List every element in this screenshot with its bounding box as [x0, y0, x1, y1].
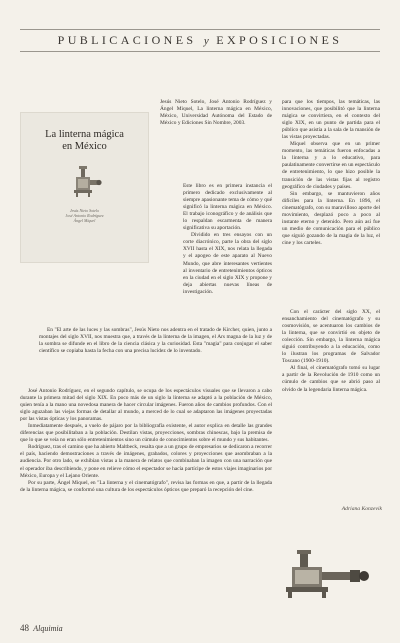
review-paragraph-4: José Antonio Rodríguez, en el segundo capítulo, se ocupa de los espectáculos visuales que se llevaron a cabo durante la primera mitad del siglo XIX. En poco más de un siglo la linterna se adaptó a la población de México, quien tenía a la mano una novedosa manera de hacer circular imágenes. Fueron años de cambios profundos. Con el siglo aguzaban las viejas formas de detallar al mundo, a merced de lo cual se adaptaron las imágenes proyectadas por las vistas ópticas y los panoramas. — [20, 388, 272, 423]
book-cover-title — [21, 129, 148, 153]
cover-author-3: Ángel Miquel — [73, 218, 96, 223]
review-wide-block-1 — [39, 327, 272, 355]
review-paragraph-10: Sin embargo, se mantuvieron años difíciles para la linterna. En 1896, el cinematógrafo, con su maravilloso aporte del movimiento, desplazó poco a poco al instante eterno y detenido. Pero aún así fue un medio de comunicación para el público que siguió gozando de la magia de la luz, el cine y los carteles. — [282, 190, 380, 246]
header-connector: y — [203, 35, 209, 47]
section-header — [20, 32, 380, 48]
book-title-line1: La linterna mágica — [45, 129, 124, 140]
review-paragraph-3: En "El arte de las luces y las sombras", Jesús Nieto nos adentra en el tratado de Kircher, quien, junto a montajes del siglo XVII, nos muestra que, a través de la linterna de la imagen, el Ars magna de la luz y de la sombra se difunde en el libro de la ciencia clásica y la curiosidad. Esta "magia" para conjugar el saber científico se copiaba hasta la fecha con una precisa lucidez de lo inventado. — [39, 327, 272, 355]
page-folio — [20, 623, 63, 633]
header-exposiciones: EXPOSICIONES — [216, 33, 343, 47]
cover-author-2: José Antonio Rodríguez — [65, 213, 104, 218]
review-column-right-lower — [282, 309, 380, 394]
magazine-name: Alquimia — [33, 624, 63, 633]
review-paragraph-9: Miquel observa que en un primer momento, las temáticas fueron enfocadas a la linterna y a lo educativo, para paulatinamente convertirse en un espectáculo de entretenimiento, lo que hizo posible la transición de las vistas fijas al registro geográfico de ciudades y países. — [282, 141, 380, 190]
book-cover — [21, 113, 148, 262]
review-paragraph-7: Por su parte, Ángel Miquel, en "La linterna y el cinematógrafo", revisa las formas en que, a partir de la llegada de la linterna mágica, se conformó una cultura de los espectáculos ópticos que preparó la recepción del cine. — [20, 479, 272, 493]
cover-author-1: Jesús Nieto Sotelo — [69, 208, 100, 213]
review-paragraph-2: Dividido en tres ensayos con un corte diacrónico, parte la obra del siglo XVII hasta el XIX, nos relata la llegada y el apogeo de este aparato al Nuevo Mundo, que abre interesantes vertientes al inventario de entretenimientos ópticos en la ciudad en el siglo XIX y propone y deja abiertas nuevas líneas de investigación. — [183, 232, 272, 295]
review-paragraph-12: Al final, el cinematógrafo tomó su lugar a partir de la Revolución de 1910 como un cúmulo de cambios que se abrió paso al olvido de la legendaria linterna mágica. — [282, 365, 380, 393]
review-paragraph-5: Inmediatamente después, a vuelo de pájaro por la bibliografía existente, el autor explica en detalle las grandes diferencias que posibilitaban a la población. Destilan vistas, proyecciones, sombras chinescas, bajo la premisa de que lo que se veía no eran sólo entretenimientos sino un cúmulo de conocimientos sobre el mundo y sus habitantes. — [20, 423, 272, 444]
magic-lantern-photo — [272, 545, 382, 600]
review-paragraph-1: Este libro es en primera instancia el primero dedicado exclusivamente al siempre apasionante tema de cómo y qué significó la linterna mágica en México. El trabajo iconográfico y de análisis que lo respaldan escarmenta de manera significativa su aportación. — [183, 183, 272, 232]
review-column-left — [183, 183, 272, 296]
header-rule-top — [20, 29, 380, 30]
book-citation: Jesús Nieto Sotelo, José Antonio Rodríguez y Ángel Miquel, La linterna mágica en México, México, Universidad Autónoma del Estado de México y Ediciones Sin Nombre, 2003. — [160, 99, 272, 127]
magic-lantern-cover-image — [67, 165, 103, 199]
review-signature: Adriana Konzevik — [341, 506, 382, 512]
review-paragraph-6: Rodríguez, tras el camino que ha abierto Maltbeck, resalta que a un grupo de empresarios se dedicaron a recorrer el país, haciendo demostraciones a través de imágenes, grabados, colores y proyecciones que asombraban a la audiencia. Por otro lado, se exhibían vistas a la manera de relatos que combinaban la imagen con una narración que el operador iba describiendo, y pone en relieve cómo el espectador se hacía partícipe de estos viajes imaginarios por México, Europa y el Lejano Oriente. — [20, 444, 272, 479]
header-publicaciones: PUBLICACIONES — [57, 33, 197, 47]
book-title-line2: en México — [62, 141, 107, 152]
header-rule-bottom — [20, 51, 380, 52]
page-number: 48 — [20, 623, 29, 633]
book-cover-authors — [21, 208, 148, 223]
review-paragraph-11: Con el carácter del siglo XX, el ensanchamiento del cinematógrafo y su cosmovisión, se acentuaron los cambios de la linterna, que se convirtió en objeto de colección. Sin embargo, la linterna mágica siguió contribuyendo a la educación, como lo ilustran los programas de Salvador Toscano (1900-1910). — [282, 309, 380, 365]
citation-block — [160, 99, 272, 127]
review-paragraph-8: para que los tiempos, las temáticas, las innovaciones, que posibilitó que la linterna mágica se convirtiera, en el contexto del siglo XIX, en un punto de partida para el público que asistía a la sala de la mansión de las vistas proyectadas. — [282, 99, 380, 141]
review-column-right — [282, 99, 380, 247]
review-wide-block-2 — [20, 388, 272, 494]
